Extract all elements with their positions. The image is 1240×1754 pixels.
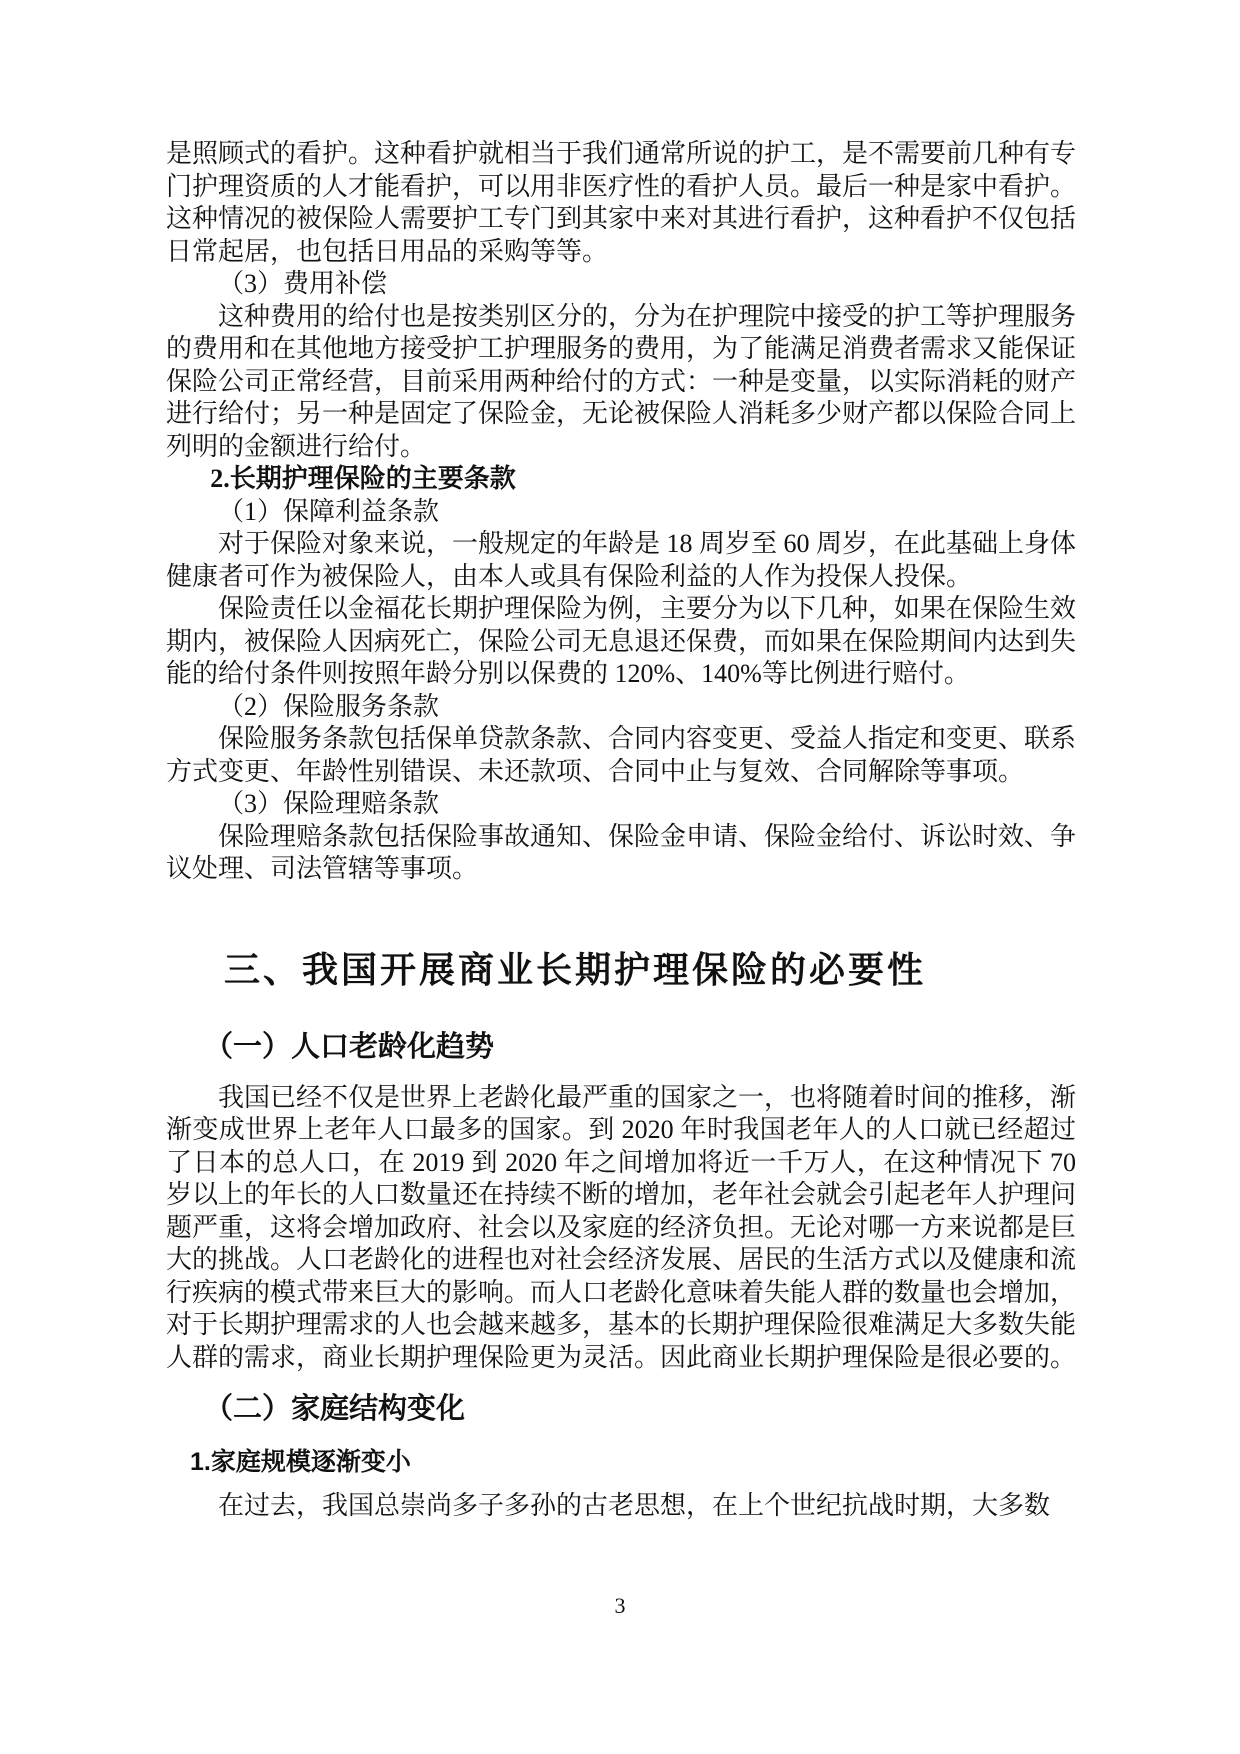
clause-label: （3）保险理赔条款 (218, 789, 440, 818)
paragraph: 这种费用的给付也是按类别区分的，分为在护理院中接受的护工等护理服务的费用和在其他地方接受护工护理服务的费用，为了能满足消费者需求又能保证保险公司正常经营，目前采用两种给付的方式：一种是变量，以实际消耗的财产进行给付；另一种是固定了保险金，无论被保险人消耗多少财产都以保险合同上列明的金额进行给付。 (166, 301, 1077, 461)
paragraph: 我国已经不仅是世界上老龄化最严重的国家之一，也将随着时间的推移，渐渐变成世界上老年人口最多的国家。到 2020 年时我国老年人的人口就已经超过了日本的总人口，在 2019 到 2020 年之间增加将近一千万人，在这种情况下 70 岁以上的年长的人口数量还在持续不断的增加，老年社会就会引起老年人护理问题严重，这将会增加政府、社会以及家庭的经济负担。无论对哪一方来说都是巨大的挑战。人口老龄化的进程也对社会经济发展、居民的生活方式以及健康和流行疾病的模式带来巨大的影响。而人口老龄化意味着失能人群的数量也会增加，对于长期护理需求的人也会越来越多，基本的长期护理保险很难满足大多数失能人群的需求，商业长期护理保险更为灵活。因此商业长期护理保险是很必要的。 (166, 1082, 1077, 1372)
page-number: 3 (614, 1593, 626, 1618)
paragraph: 保险理赔条款包括保险事故通知、保险金申请、保险金给付、诉讼时效、争议处理、司法管辖等事项。 (166, 821, 1077, 883)
subsection-heading: （二）家庭结构变化 (204, 1393, 466, 1425)
clause-label: （2）保险服务条款 (218, 691, 440, 721)
clause-label: （1）保障利益条款 (218, 496, 440, 526)
subsection-title: 2.长期护理保险的主要条款 (210, 464, 516, 493)
page-footer (0, 1592, 1240, 1620)
paragraph: 保险责任以金福花长期护理保险为例，主要分为以下几种，如果在保险生效期内，被保险人因病死亡，保险公司无息退还保费，而如果在保险期间内达到失能的给付条件则按照年龄分别以保费的 120%、140%等比例进行赔付。 (166, 594, 1077, 688)
paragraph: 在过去，我国总崇尚多子多孙的古老思想，在上个世纪抗战时期，大多数 (218, 1491, 1051, 1520)
clause-label: （3）费用补偿 (218, 269, 388, 298)
subsection-heading: （一）人口老龄化趋势 (204, 1030, 495, 1063)
section-heading: 三、我国开展商业长期护理保险的必要性 (224, 948, 927, 990)
paragraph: 是照顾式的看护。这种看护就相当于我们通常所说的护工，是不需要前几种有专门护理资质的人才能看护，可以用非医疗性的看护人员。最后一种是家中看护。这种情况的被保险人需要护工专门到其家中来对其进行看护，这种看护不仅包括日常起居，也包括日用品的采购等等。 (166, 139, 1077, 266)
document-body (166, 138, 1076, 1523)
paragraph: 保险服务条款包括保单贷款条款、合同内容变更、受益人指定和变更、联系方式变更、年龄性别错误、未还款项、合同中止与复效、合同解除等事项。 (166, 724, 1077, 786)
sub-subsection-heading: 1.家庭规模逐渐变小 (190, 1448, 411, 1476)
paragraph: 对于保险对象来说，一般规定的年龄是 18 周岁至 60 周岁，在此基础上身体健康者可作为被保险人，由本人或具有保险利益的人作为投保人投保。 (166, 529, 1077, 591)
